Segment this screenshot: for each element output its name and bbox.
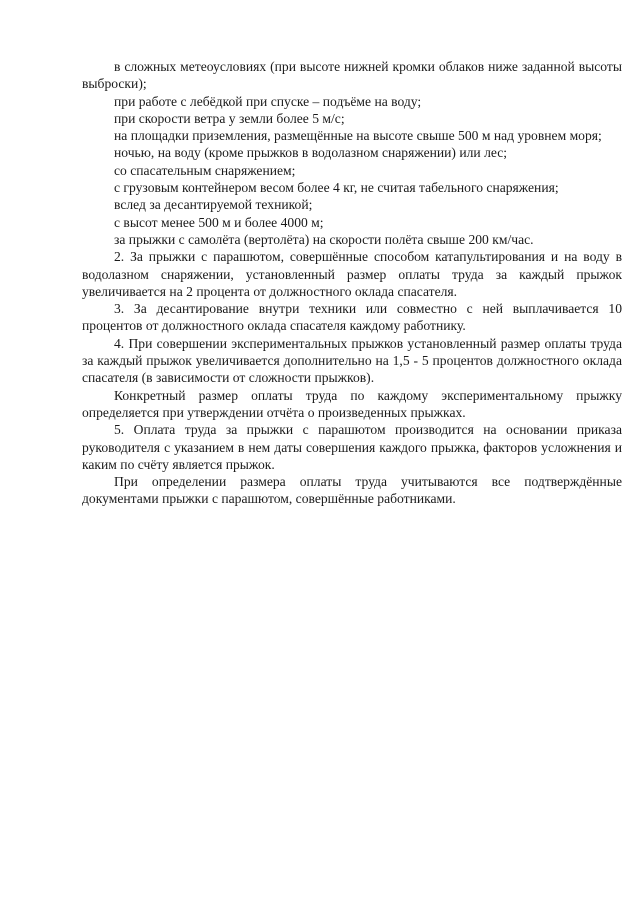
paragraph: При определении размера оплаты труда учитываются все подтверждённые документами прыжки с парашютом, совершённые работниками. xyxy=(82,474,622,507)
paragraph: 2. За прыжки с парашютом, совершённые способом катапультирования и на воду в водолазном снаряжении, установленный размер оплаты труда за каждый прыжок увеличивается на 2 процента от должностного оклада спасателя. xyxy=(82,249,622,299)
paragraph: Конкретный размер оплаты труда по каждому экспериментальному прыжку определяется при утверждении отчёта о произведенных прыжках. xyxy=(82,387,622,420)
paragraph: со спасательным снаряжением; xyxy=(114,162,296,178)
paragraph: с грузовым контейнером весом более 4 кг, не считая табельного снаряжения; xyxy=(114,180,559,196)
paragraph: при скорости ветра у земли более 5 м/с; xyxy=(114,110,345,126)
paragraph: ночью, на воду (кроме прыжков в водолазном снаряжении) или лес; xyxy=(114,145,508,161)
paragraph: вслед за десантируемой техникой; xyxy=(114,197,313,213)
paragraph: на площадки приземления, размещённые на высоте свыше 500 м над уровнем моря; xyxy=(114,128,602,144)
paragraph: 3. За десантирование внутри техники или совместно с ней выплачивается 10 процентов от должностного оклада спасателя каждому работнику. xyxy=(82,301,622,334)
paragraph: 5. Оплата труда за прыжки с парашютом производится на основании приказа руководителя с указанием в нем даты совершения каждого прыжка, факторов усложнения и каким по счёту является прыжок. xyxy=(82,422,622,472)
document-body xyxy=(82,58,622,508)
paragraph: за прыжки с самолёта (вертолёта) на скорости полёта свыше 200 км/час. xyxy=(114,231,534,247)
paragraph: в сложных метеоусловиях (при высоте нижней кромки облаков ниже заданной высоты выброски); xyxy=(82,59,622,92)
paragraph: при работе с лебёдкой при спуске – подъёме на воду; xyxy=(114,93,422,109)
paragraph: 4. При совершении экспериментальных прыжков установленный размер оплаты труда за каждый прыжок увеличивается дополнительно на 1,5 - 5 процентов должностного оклада спасателя (в зависимости от сложности прыжков). xyxy=(82,335,622,386)
paragraph: с высот менее 500 м и более 4000 м; xyxy=(114,214,324,230)
